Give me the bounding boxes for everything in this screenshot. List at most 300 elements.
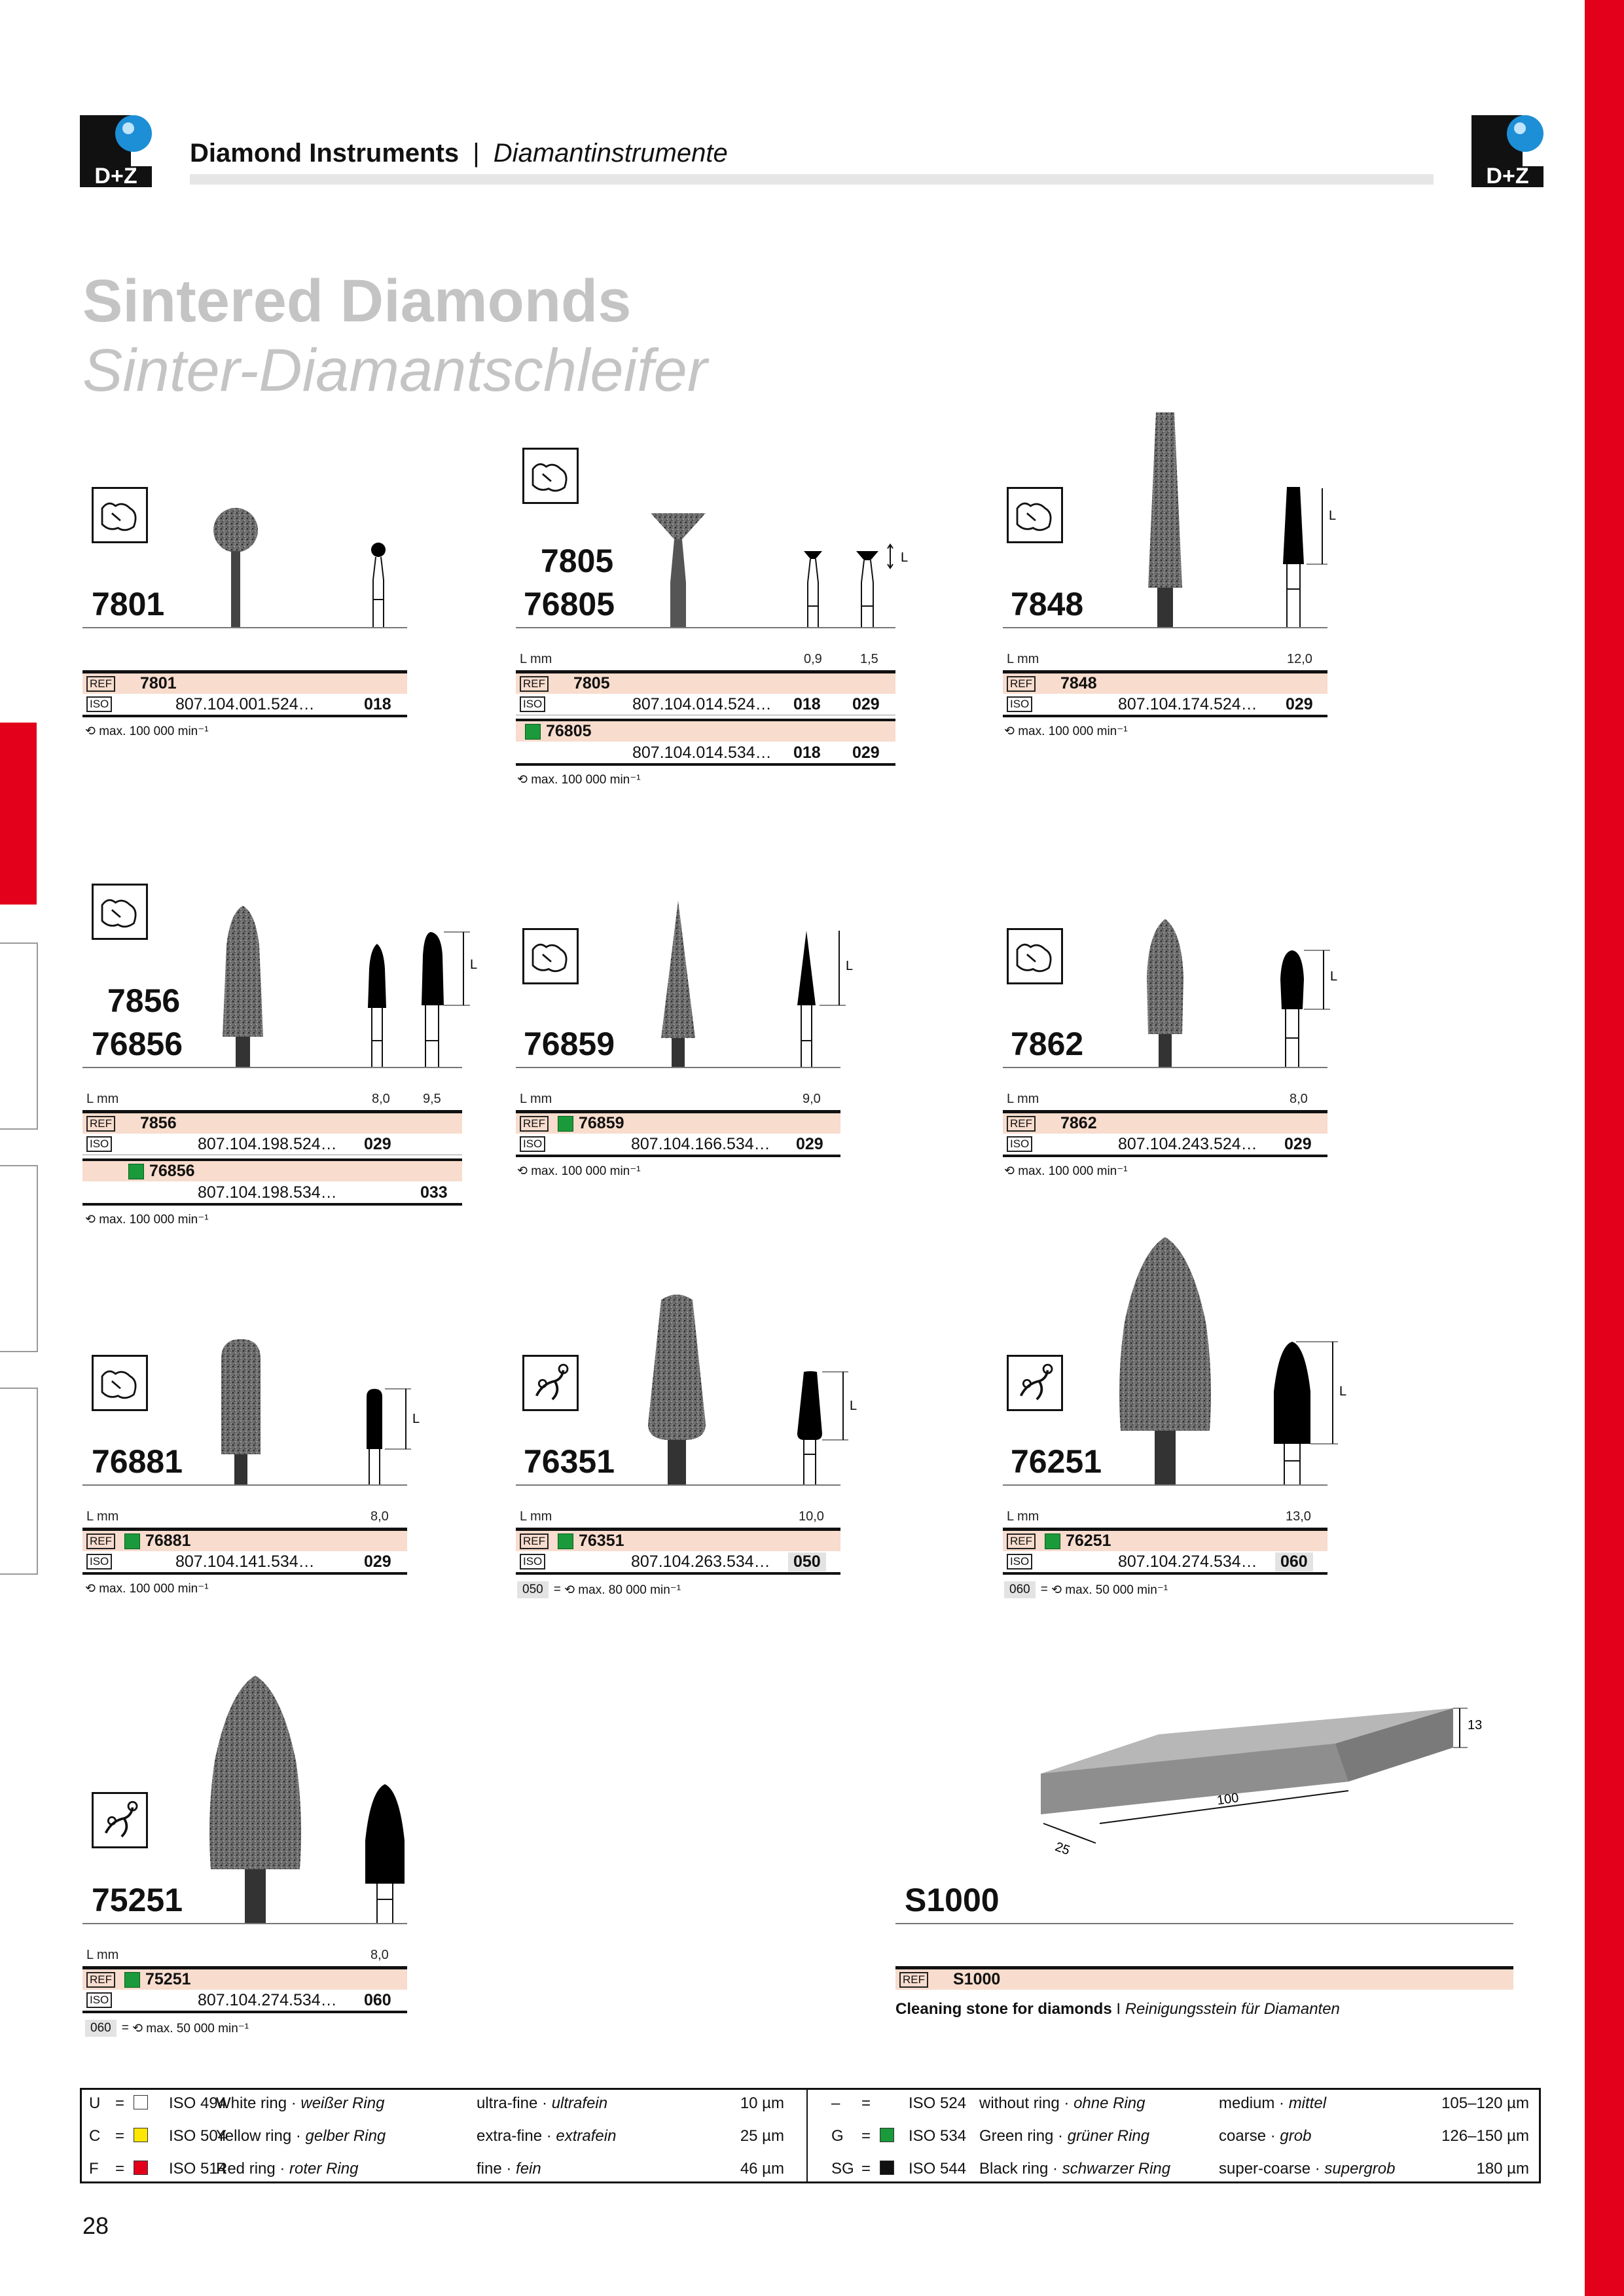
bur-75251-image [204,1676,306,1923]
legend-micron-cell [1441,2127,1529,2145]
iso-code: 807.104.274.534… [1118,1552,1257,1571]
length-value: 13,0 [1286,1509,1311,1524]
iso-code: 807.104.014.524… [632,694,772,713]
ref-tag: REF [1007,676,1036,692]
size-value: 060 [364,1990,391,2009]
rotation-icon: ⟲ [85,725,96,738]
ref-tag: REF [86,676,115,692]
product-number: 76881 [92,1443,183,1480]
ring-color-swatch [134,2128,148,2142]
legend-equals-cell [115,2094,148,2113]
rpm-info [1004,1164,1128,1179]
L-label: L [470,958,478,972]
legend-ring-en: Black ring [979,2160,1049,2178]
lmm-label: L mm [520,1509,552,1524]
finishing-icon [522,928,579,984]
ring-color-swatch [134,2095,148,2109]
legend-ring-cell: Green ring · grüner Ring [979,2127,1150,2145]
legend-iso-cell [909,2160,966,2178]
length-value: 9,0 [803,1092,821,1106]
iso-code: 807.104.174.524… [1118,694,1257,713]
legend-iso: ISO 544 [909,2160,967,2178]
ref-number: 7862 [1060,1114,1097,1132]
section-tab-3[interactable] [0,1165,38,1352]
rpm-text: max. 100 000 min⁻¹ [99,725,209,738]
bur-76856-diagram [418,929,483,1067]
ref-number: 76805 [546,722,592,740]
legend-ring-de: schwarzer Ring [1062,2160,1171,2178]
L-label: L [1339,1384,1347,1399]
L-label: L [850,1399,857,1413]
size-value: 029 [852,694,880,713]
bur-7848-diagram [1280,487,1339,627]
legend-code-cell [831,2094,840,2113]
iso-code: 807.104.198.534… [198,1183,337,1202]
rpm-text: max. 100 000 min⁻¹ [99,1213,209,1227]
iso-row [516,694,895,715]
legend-grit-de: supergrob [1324,2160,1396,2178]
bur-76251-image [1114,1237,1216,1484]
iso-row [1003,694,1327,717]
rpm-text: max. 100 000 min⁻¹ [531,773,641,787]
legend-grit-cell: extra-fine · extrafein [477,2127,617,2145]
prosthetic-icon [92,1792,148,1848]
iso-row [516,1134,840,1157]
legend-equals-cell [861,2160,894,2178]
baseline [1003,1484,1327,1486]
equals-sign: = [115,2160,125,2178]
bur-76881-diagram [363,1386,428,1484]
legend-micron: 10 µm [740,2094,784,2112]
green-ring-marker [1045,1534,1060,1549]
legend-grit-en: fine [477,2160,502,2178]
green-ring-marker [124,1972,140,1988]
rpm-text: max. 100 000 min⁻¹ [1018,1164,1128,1178]
length-value: 8,0 [370,1509,389,1524]
length-value: 0,9 [804,652,822,666]
iso-row [82,1990,407,2013]
legend-code-cell [831,2160,854,2178]
iso-row [82,1134,462,1155]
page-title-de: Sinter-Diamantschleifer [82,337,708,404]
ref-row [1003,670,1327,694]
lmm-label: L mm [1007,1092,1039,1106]
legend-micron-cell [1476,2160,1529,2178]
iso-tag: ISO [1007,1136,1032,1152]
iso-row [1003,1551,1327,1575]
dim-width: 25 [1053,1839,1072,1858]
equals-sign: = [1040,1583,1048,1596]
iso-tag: ISO [86,1136,112,1152]
bur-7801-image [209,507,262,627]
rotation-icon: ⟲ [132,2021,143,2036]
red-side-bar [1585,0,1624,2296]
legend-code: F [89,2160,99,2178]
ref-tag: REF [86,1972,115,1988]
equals-sign: = [115,2127,125,2145]
iso-code: 807.104.014.534… [632,743,772,762]
rotation-icon: ⟲ [564,1583,575,1597]
ref-row-green [516,719,895,742]
bur-7862-image [1139,919,1191,1067]
product-number: 7848 [1011,586,1084,622]
product-number-2: 76856 [92,1026,183,1062]
desc-de: Reinigungsstein für Diamanten [1125,2000,1340,2018]
section-tab-active[interactable] [0,723,37,905]
legend-micron: 180 µm [1476,2160,1529,2178]
baseline [516,1484,840,1486]
legend-code: U [89,2094,101,2112]
iso-code: 807.104.141.534… [175,1552,315,1571]
desc-separator: I [1116,2000,1121,2018]
legend-iso-cell [909,2127,966,2145]
legend-ring-de: grüner Ring [1067,2127,1150,2145]
legend-grit-de: grob [1280,2127,1312,2145]
size-pill: 050 [517,1581,549,1598]
logo-text: D+Z [94,164,137,187]
iso-row [516,742,895,766]
iso-row [82,694,407,717]
rotation-icon: ⟲ [1004,725,1015,738]
legend-ring-de: weißer Ring [300,2094,385,2112]
legend-grit-en: super-coarse [1219,2160,1311,2178]
legend-code-cell [831,2127,844,2145]
legend-ring-en: White ring [216,2094,287,2112]
legend-micron-cell [1441,2094,1529,2113]
legend-ring-cell: Red ring · roter Ring [216,2160,359,2178]
legend-micron-cell [740,2094,784,2113]
iso-tag: ISO [520,1136,545,1152]
length-value: 8,0 [1290,1092,1308,1106]
rpm-text: max. 50 000 min⁻¹ [146,2021,249,2036]
rpm-info [1004,1581,1168,1598]
legend-code: G [831,2127,844,2145]
baseline [1003,627,1327,628]
section-tab-2[interactable] [0,942,38,1130]
legend-iso: ISO 514 [169,2160,227,2178]
rotation-icon: ⟲ [85,1582,96,1596]
iso-tag: ISO [86,1992,112,2008]
ref-tag: REF [86,1116,115,1132]
bur-7856-image [216,906,270,1067]
green-ring-marker [525,724,541,740]
bur-7805-image [648,511,708,627]
length-value: 8,0 [372,1092,390,1106]
legend-grit-en: ultra-fine [477,2094,538,2112]
rpm-info [85,1212,209,1227]
size-value: 018 [793,694,821,713]
legend-ring-de: gelber Ring [305,2127,386,2145]
rpm-info [517,772,641,787]
L-label: L [412,1412,420,1426]
rpm-info [1004,724,1128,739]
legend-ring-de: roter Ring [289,2160,359,2178]
legend-code: C [89,2127,101,2145]
equals-sign: = [115,2094,125,2112]
baseline [82,1923,407,1924]
rpm-text: max. 100 000 min⁻¹ [1018,725,1128,738]
section-tab-4[interactable] [0,1388,38,1575]
ref-number: 7856 [140,1114,177,1132]
product-number: 75251 [92,1882,183,1918]
legend-iso: ISO 494 [169,2094,227,2112]
iso-code: 807.104.166.534… [631,1134,770,1153]
size-pill: 060 [85,2020,117,2037]
rotation-icon: ⟲ [517,773,528,787]
product-number: 76859 [524,1026,615,1062]
size-pill: 060 [1004,1581,1036,1598]
rpm-text: max. 50 000 min⁻¹ [1065,1583,1168,1597]
iso-tag: ISO [1007,696,1032,712]
iso-tag: ISO [1007,1554,1032,1570]
rotation-icon: ⟲ [85,1213,96,1227]
size-value: 029 [364,1134,391,1153]
bur-76859-diagram [793,929,865,1067]
baseline [82,1067,462,1068]
lmm-label: L mm [520,1092,552,1106]
legend-ring-en: Red ring [216,2160,276,2178]
ref-number: 76881 [145,1532,191,1550]
legend-code-cell [89,2094,100,2113]
L-label: L [1330,969,1338,984]
size-value: 029 [1284,1134,1312,1153]
length-value: 9,5 [423,1092,441,1106]
equals-sign: = [553,1583,561,1596]
legend-grit-cell: ultra-fine · ultrafein [477,2094,608,2112]
prosthetic-icon [522,1355,579,1411]
ref-number: 7801 [140,674,177,692]
legend-grit-en: coarse [1219,2127,1267,2145]
size-value: 029 [364,1552,391,1571]
legend-micron-cell [740,2127,784,2145]
legend-iso-cell [909,2094,966,2113]
iso-tag: ISO [86,1554,112,1570]
baseline [516,1067,840,1068]
bur-76351-image [641,1293,712,1484]
legend-ring-cell: without ring · ohne Ring [979,2094,1146,2112]
L-label: L [901,550,909,565]
rpm-info [85,724,209,739]
legend-grit-de: mittel [1288,2094,1327,2112]
ring-color-swatch [134,2161,148,2175]
ref-row [1003,1110,1327,1134]
legend-grit-en: medium [1219,2094,1275,2112]
legend-micron: 105–120 µm [1441,2094,1529,2112]
legend-micron: 46 µm [740,2160,784,2178]
bur-76859-image [655,901,702,1067]
iso-tag: ISO [520,1554,545,1570]
lmm-label: L mm [86,1092,119,1106]
ref-number: 7848 [1060,674,1097,692]
ref-tag: REF [1007,1116,1036,1132]
page-title-en: Sintered Diamonds [82,268,632,334]
green-ring-marker [128,1164,144,1179]
bur-7862-diagram [1278,946,1343,1067]
size-value: 060 [1275,1552,1313,1571]
rpm-text: max. 80 000 min⁻¹ [578,1583,681,1597]
iso-tag: ISO [86,696,112,712]
length-value: 8,0 [370,1948,389,1962]
size-value: 050 [788,1552,826,1571]
ref-tag: REF [520,1116,549,1132]
legend-grit-de: ultrafein [551,2094,608,2112]
ref-tag: REF [1007,1534,1036,1549]
rotation-icon: ⟲ [1004,1164,1015,1178]
bur-76251-diagram [1270,1339,1355,1484]
header-title-en: Diamond Instruments [190,139,460,168]
rpm-info [85,1581,209,1596]
legend-micron: 126–150 µm [1441,2127,1529,2145]
iso-code: 807.104.243.524… [1118,1134,1257,1153]
size-value: 029 [1286,694,1313,713]
ref-row [516,1528,840,1551]
size-value: 033 [420,1183,448,1202]
ref-row [516,1110,840,1134]
ref-tag: REF [520,676,549,692]
product-number: 7862 [1011,1026,1084,1062]
size-value: 029 [796,1134,823,1153]
ref-row [516,670,895,694]
green-ring-marker [124,1534,140,1549]
header-separator: | [473,139,480,168]
lmm-label: L mm [520,652,552,666]
size-value: 018 [793,743,821,762]
green-ring-marker [558,1116,573,1132]
product-number-2: 76805 [524,586,615,622]
header-rule [190,174,1434,185]
iso-row [516,1551,840,1575]
finishing-icon [92,487,148,543]
size-018: 018 [364,694,391,713]
equals-sign: = [121,2021,129,2035]
baseline [516,627,895,628]
baseline [1003,1067,1327,1068]
iso-code: 807.104.263.534… [631,1552,770,1571]
ref-row [82,1966,407,1990]
size-value: 029 [852,743,880,762]
cleaning-stone-description [895,2000,1340,2018]
length-value: 1,5 [860,652,878,666]
ref-number: S1000 [953,1970,1001,1988]
bur-76351-diagram [793,1369,865,1484]
iso-code: 807.104.001.524… [175,694,315,713]
legend-grit-en: extra-fine [477,2127,543,2145]
dim-height: 13 [1468,1718,1483,1732]
finishing-icon [1007,487,1063,543]
iso-code: 807.104.274.534… [198,1990,337,2009]
iso-row [82,1182,462,1206]
length-value: 10,0 [799,1509,824,1524]
product-number: S1000 [905,1882,1000,1918]
rpm-text: max. 100 000 min⁻¹ [99,1582,209,1596]
legend-grit-de: fein [516,2160,541,2178]
finishing-icon [522,448,579,504]
legend-equals-cell [861,2094,871,2113]
cleaning-stone-image [1028,1695,1486,1885]
ring-color-swatch [880,2161,894,2175]
length-value: 12,0 [1287,652,1312,666]
L-label: L [1329,509,1337,523]
bur-7848-image [1139,412,1191,627]
ref-row [82,1110,462,1134]
ref-row [895,1966,1513,1990]
product-number: 7856 [107,982,181,1019]
finishing-icon [92,1355,148,1411]
bur-7805-diagram [800,547,826,627]
legend-code: SG [831,2160,854,2178]
ref-number: 75251 [145,1970,191,1988]
legend-grit-cell: coarse · grob [1219,2127,1312,2145]
ref-number: 76856 [149,1162,195,1180]
legend-grit-cell: super-coarse · supergrob [1219,2160,1396,2178]
page-number: 28 [82,2212,109,2239]
legend-grit-cell: medium · mittel [1219,2094,1327,2112]
legend-ring-de: ohne Ring [1074,2094,1146,2112]
finishing-icon [92,884,148,940]
ref-row [82,1528,407,1551]
iso-row [82,1551,407,1575]
lmm-label: L mm [1007,1509,1039,1524]
bur-75251-diagram [361,1782,414,1923]
equals-sign: = [861,2160,871,2178]
ref-number: 76251 [1066,1532,1111,1550]
legend-micron: 25 µm [740,2127,784,2145]
legend-ring-cell: Yellow ring · gelber Ring [216,2127,386,2145]
bur-7801-diagram [367,541,390,627]
dz-logo-right [1471,115,1543,187]
legend-ring-en: Green ring [979,2127,1054,2145]
rpm-info [85,2020,249,2037]
bur-7856-diagram [364,942,390,1067]
legend-divider [806,2088,808,2183]
baseline [82,1484,407,1486]
dim-length: 100 [1216,1790,1240,1808]
product-number: 7801 [92,586,165,622]
ref-number: 7805 [573,674,610,692]
desc-en: Cleaning stone for diamonds [895,2000,1112,2018]
lmm-label: L mm [86,1948,119,1962]
legend-micron-cell [740,2160,784,2178]
header-title-de: Diamantinstrumente [493,139,728,168]
ref-tag: REF [899,1972,928,1988]
ref-number: 76351 [579,1532,624,1550]
product-number: 7805 [541,543,614,579]
prosthetic-icon [1007,1355,1063,1411]
ref-tag: REF [520,1534,549,1549]
rpm-text: max. 100 000 min⁻¹ [531,1164,641,1178]
rpm-info [517,1164,641,1179]
legend-code-cell [89,2127,100,2145]
legend-equals-cell [861,2127,894,2145]
legend-grit-de: extrafein [556,2127,617,2145]
finishing-icon [1007,928,1063,984]
equals-sign: = [861,2094,871,2112]
legend-iso: ISO 534 [909,2127,967,2145]
header-title [190,139,728,168]
product-number: 76251 [1011,1443,1102,1480]
legend-iso: ISO 524 [909,2094,967,2112]
product-number: 76351 [524,1443,615,1480]
legend-equals-cell [115,2160,148,2178]
equals-sign: = [861,2127,871,2145]
legend-ring-en: Yellow ring [216,2127,292,2145]
legend-grit-cell: fine · fein [477,2160,541,2178]
baseline [895,1923,1513,1924]
lmm-label: L mm [1007,652,1039,666]
ref-row [82,670,407,694]
legend-equals-cell [115,2127,148,2145]
iso-row [1003,1134,1327,1157]
